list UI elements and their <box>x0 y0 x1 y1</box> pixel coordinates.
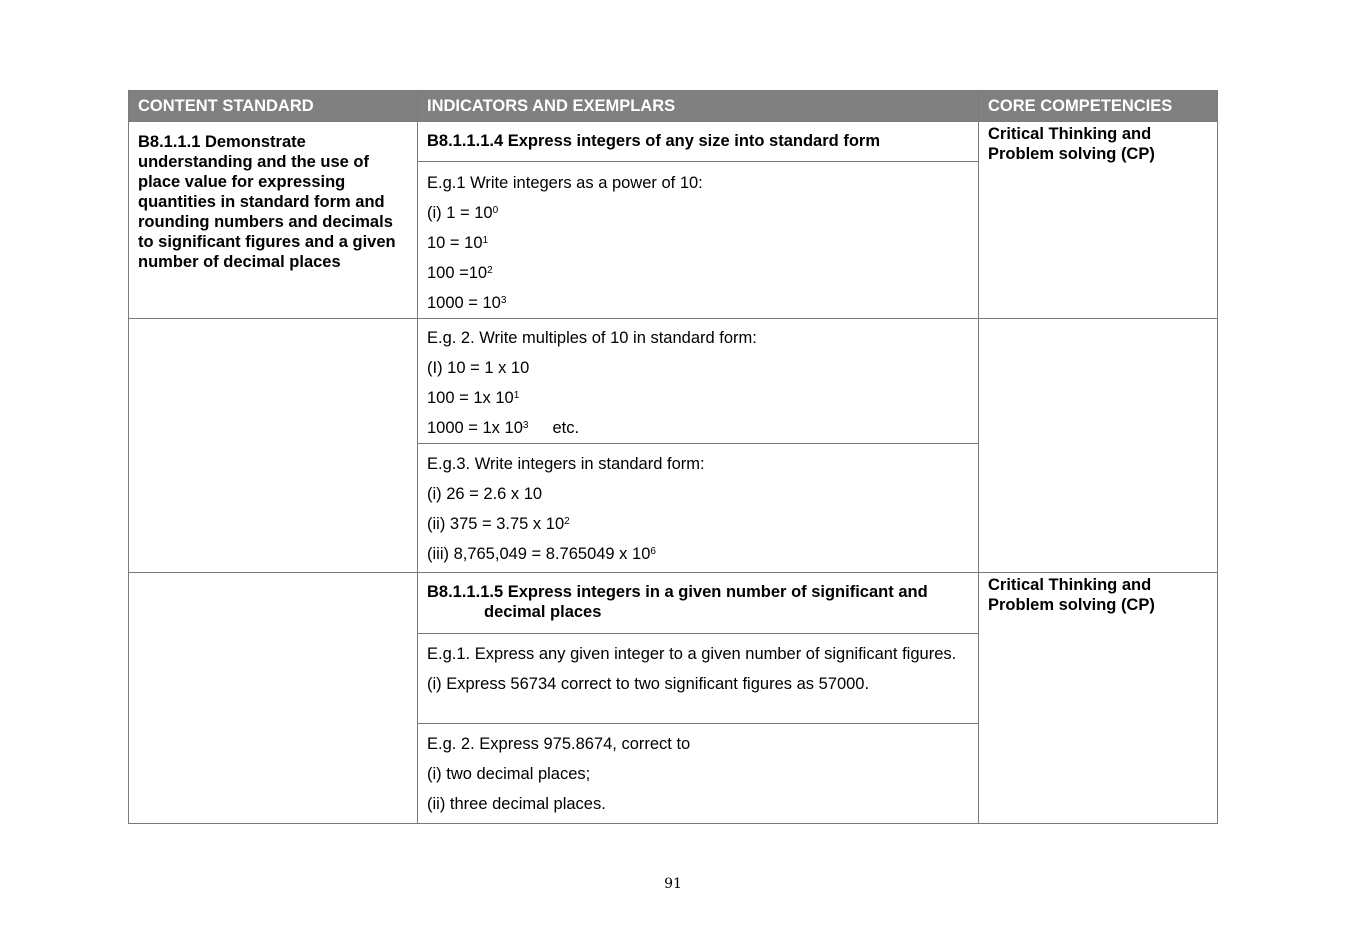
exemplar-line: (i) two decimal places; <box>427 765 591 783</box>
empty-standard-cell <box>129 319 418 573</box>
header-content-standard: CONTENT STANDARD <box>129 91 418 122</box>
indicator-title: B8.1.1.1.5 Express integers in a given number of significant and decimal places <box>418 573 979 634</box>
header-row <box>129 91 1218 122</box>
empty-competency-cell <box>979 319 1218 573</box>
exemplar-line: (i) Express 56734 correct to two significant figures as 57000. <box>427 675 870 693</box>
table-row <box>129 573 1218 634</box>
exemplar-line: (iii) 8,765,049 = 8.765049 x $10^6$ <box>427 545 656 563</box>
exemplar-line: (i) $1 = 10^0$ <box>427 204 499 222</box>
exemplar-title: E.g.3. Write integers in standard form: <box>427 455 705 473</box>
exemplar-cell <box>418 634 979 724</box>
exemplar-line: $1000 = 10^3$ <box>427 294 507 312</box>
exemplar-line: 1000 = 1x $10^3$ etc. <box>427 419 580 437</box>
exemplar-line: (ii) 375 = 3.75 x $10^2$ <box>427 515 570 533</box>
indicator-title: B8.1.1.1.4 Express integers of any size into standard form <box>418 122 979 162</box>
exemplar-line: 100 = 1x $10^1$ <box>427 389 520 407</box>
header-core-competencies: CORE COMPETENCIES <box>979 91 1218 122</box>
header-indicators-exemplars: INDICATORS AND EXEMPLARS <box>418 91 979 122</box>
curriculum-table <box>128 90 1218 824</box>
core-competency-cell: Critical Thinking and Problem solving (CP) <box>979 122 1218 319</box>
empty-standard-cell <box>129 573 418 824</box>
exemplar-cell <box>418 162 979 319</box>
exemplar-line: (i) 26 = 2.6 x 10 <box>427 485 543 503</box>
exemplar-line: $100 =10^2$ <box>427 264 493 282</box>
exemplar-title: E.g. 2. Write multiples of 10 in standard form: <box>427 329 757 347</box>
exemplar-title: E.g. 2. Express 975.8674, correct to <box>427 735 691 753</box>
exemplar-cell <box>418 724 979 824</box>
exemplar-title: E.g.1. Express any given integer to a given number of significant figures. <box>427 645 957 663</box>
table-row <box>129 122 1218 162</box>
exemplar-cell <box>418 319 979 444</box>
exemplar-title: E.g.1 Write integers as a power of 10: <box>427 174 703 192</box>
content-standard-cell: B8.1.1.1 Demonstrate understanding and the use of place value for expressing quantities in standard form and rounding numbers and decimals to significant figures and a given number of decimal places <box>129 122 418 319</box>
exemplar-cell <box>418 444 979 573</box>
exemplar-line: (ii) three decimal places. <box>427 795 606 813</box>
table-row <box>129 319 1218 444</box>
core-competency-cell: Critical Thinking and Problem solving (CP) <box>979 573 1218 824</box>
exemplar-line: $10 = 10^1$ <box>427 234 489 252</box>
page-number: 91 <box>664 876 682 892</box>
exemplar-line: (I) 10 = 1 x 10 <box>427 359 530 377</box>
